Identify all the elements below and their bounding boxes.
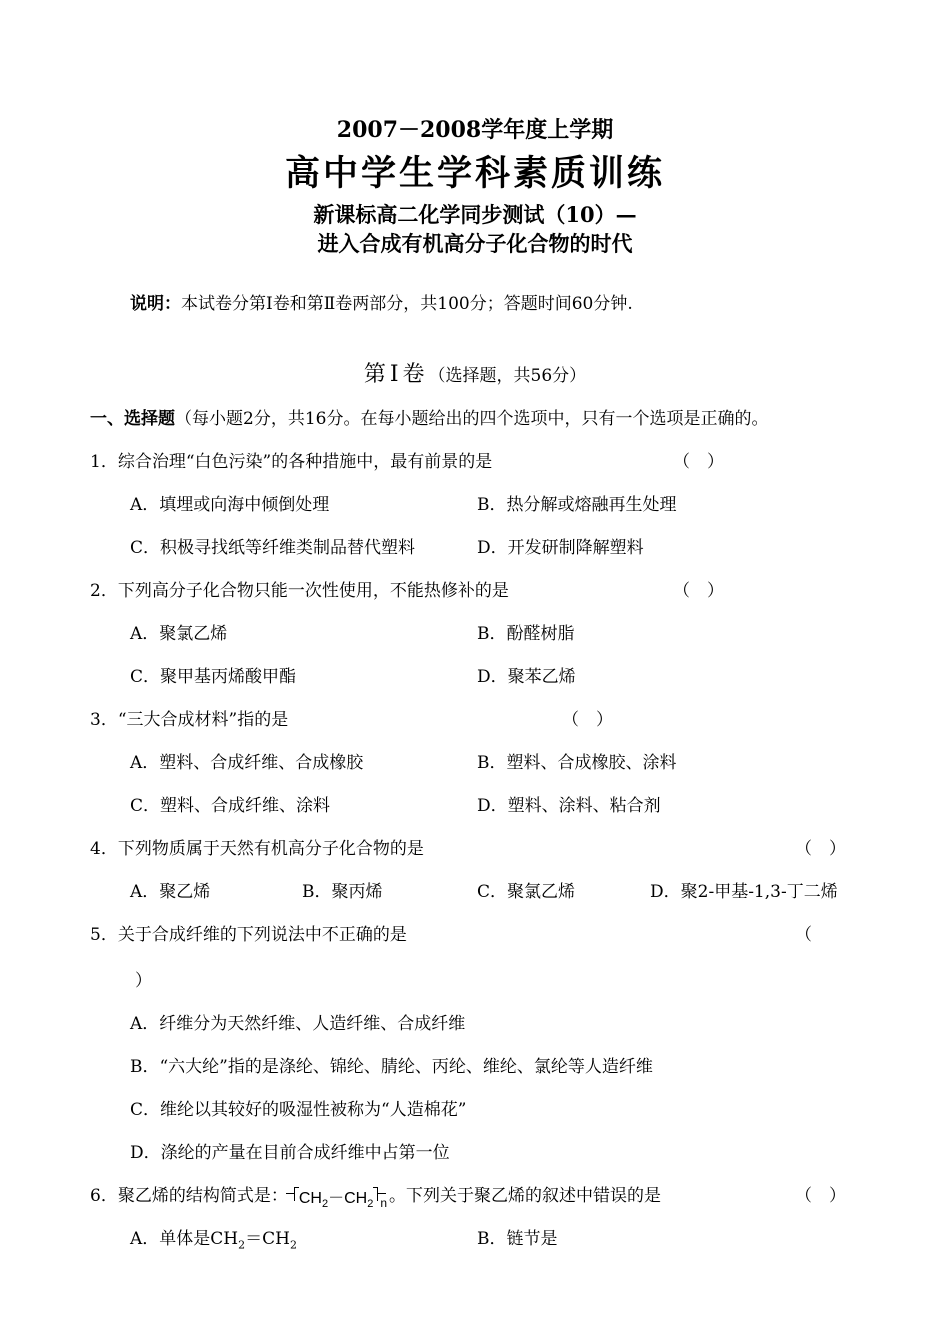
formula-bracket-left	[294, 1187, 299, 1201]
exam-note	[130, 289, 633, 314]
section-heading	[90, 404, 768, 429]
note-label: 说明：	[130, 294, 181, 314]
answer-paren-close: ）	[135, 971, 152, 991]
option-c: C．积极寻找纸等纤维类制品替代塑料	[130, 538, 416, 558]
option-d: D．聚2-甲基-1,3-丁二烯	[650, 882, 838, 902]
question-stem: 4．下列物质属于天然有机高分子化合物的是	[90, 839, 424, 859]
option-d: D．聚苯乙烯	[477, 667, 576, 687]
option-a: A．纤维分为天然纤维、人造纤维、合成纤维	[130, 1014, 466, 1034]
option-a-sub-2: 2	[289, 1238, 297, 1252]
option-b: B．链节是	[477, 1229, 558, 1249]
year-heading: 2007－2008学年度上学期	[336, 117, 614, 143]
formula-sub-a: 2	[321, 1198, 329, 1211]
answer-paren: （ ）	[673, 581, 724, 601]
question-stem: 2．下列高分子化合物只能一次性使用，不能热修补的是	[90, 581, 509, 601]
option-a: A．聚氯乙烯	[130, 624, 228, 644]
question-stem: 3．“三大合成材料”指的是	[90, 710, 289, 730]
option-a-sub-1: 2	[238, 1238, 246, 1252]
polyethylene-formula	[288, 1185, 387, 1210]
question-stem: 5．关于合成纤维的下列说法中不正确的是	[90, 925, 407, 945]
formula-ch2-b: CH	[344, 1190, 368, 1207]
option-a-text: A．单体是CH	[130, 1229, 239, 1249]
formula-bracket-right	[373, 1187, 378, 1201]
answer-paren: （ ）	[795, 1186, 846, 1206]
section-label: 一、选择题	[90, 409, 175, 429]
answer-paren: （ ）	[795, 839, 846, 859]
page-title: 高中学生学科素质训练	[284, 154, 665, 194]
answer-paren: （ ）	[562, 710, 613, 730]
formula-n: n	[380, 1196, 387, 1211]
option-b: B．“六大纶”指的是涤纶、锦纶、腈纶、丙纶、维纶、氯纶等人造纤维	[130, 1057, 653, 1077]
volume-detail: （选择题，共56分）	[428, 366, 587, 386]
answer-paren-open: （	[795, 925, 812, 945]
option-b: B．酚醛树脂	[477, 624, 575, 644]
option-d: D．开发研制降解塑料	[477, 538, 644, 558]
stem-suffix: 。下列关于聚乙烯的叙述中错误的是	[389, 1186, 661, 1206]
option-a: A．聚乙烯	[130, 882, 211, 902]
answer-paren: （ ）	[673, 452, 724, 472]
option-a: A．塑料、合成纤维、合成橡胶	[130, 753, 364, 773]
volume-heading	[0, 357, 950, 388]
option-b: B．热分解或熔融再生处理	[477, 495, 677, 515]
subtitle-line-1: 新课标高二化学同步测试（10）—	[313, 202, 637, 227]
option-d: D．塑料、涂料、粘合剂	[477, 796, 661, 816]
section-desc: （每小题2分，共16分。在每小题给出的四个选项中，只有一个选项是正确的。	[175, 409, 769, 429]
note-text: 本试卷分第Ⅰ卷和第Ⅱ卷两部分，共100分；答题时间60分钟.	[181, 294, 633, 314]
subtitle-line-2: 进入合成有机高分子化合物的时代	[317, 231, 633, 256]
stem-prefix: 6．聚乙烯的结构简式是：	[90, 1186, 288, 1206]
question-stem: 1．综合治理“白色污染”的各种措施中，最有前景的是	[90, 452, 493, 472]
formula-sub-b: 2	[367, 1198, 374, 1211]
option-c: C．聚甲基丙烯酸甲酯	[130, 667, 297, 687]
option-d: D．涤纶的产量在目前合成纤维中占第一位	[130, 1143, 450, 1163]
volume-title: 第Ⅰ卷	[363, 362, 429, 387]
option-c: C．维纶以其较好的吸湿性被称为“人造棉花”	[130, 1100, 467, 1120]
formula-dash: －	[328, 1190, 345, 1207]
option-a-text-2: ＝CH	[245, 1229, 290, 1249]
option-b: B．聚丙烯	[302, 882, 383, 902]
option-a: A．填埋或向海中倾倒处理	[130, 495, 330, 515]
formula-ch2-a: CH	[298, 1190, 322, 1207]
option-a	[130, 1224, 297, 1251]
question-stem	[90, 1181, 661, 1210]
option-b: B．塑料、合成橡胶、涂料	[477, 753, 677, 773]
option-c: C．塑料、合成纤维、涂料	[130, 796, 331, 816]
option-c: C．聚氯乙烯	[477, 882, 576, 902]
